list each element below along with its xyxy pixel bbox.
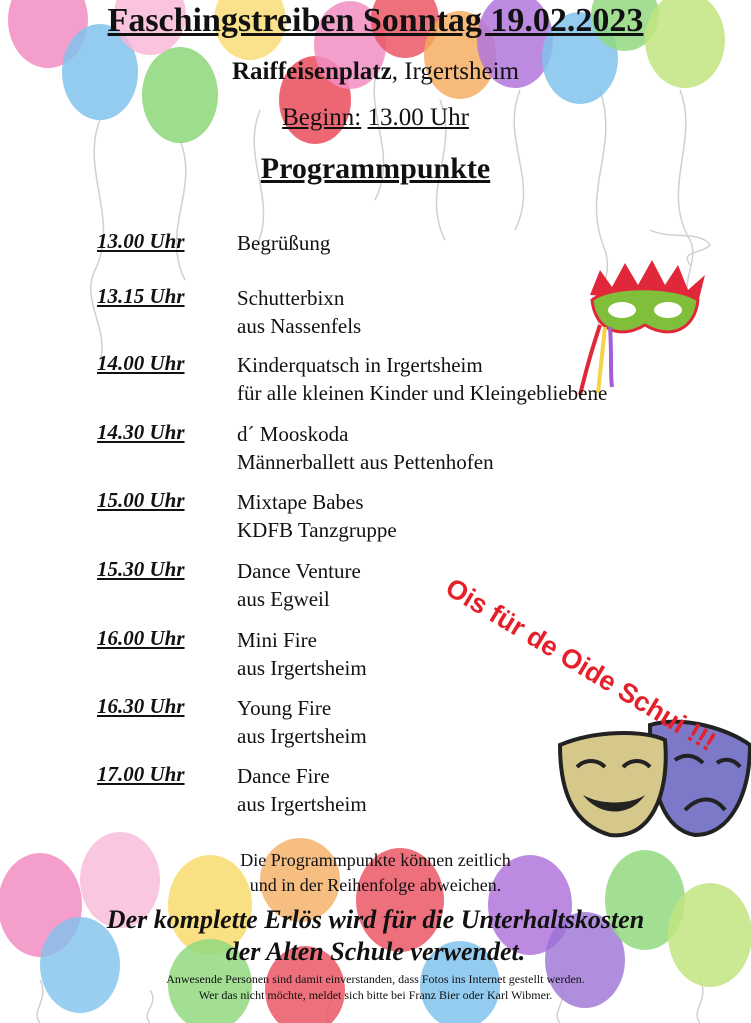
event-location [0, 58, 751, 86]
schedule-time: 15.30 Uhr [97, 557, 185, 581]
start-time: 13.00 Uhr [367, 104, 469, 131]
schedule-act [237, 488, 397, 544]
act-title: Dance Fire [237, 764, 330, 788]
program-heading: Programmpunkte [260, 152, 491, 185]
schedule-time: 13.15 Uhr [97, 284, 185, 308]
act-title: d´ Mooskoda [237, 422, 349, 446]
note-line: und in der Reihenfolge abweichen. [249, 875, 502, 895]
schedule-act [237, 762, 367, 818]
act-title: Dance Venture [237, 559, 361, 583]
consent-line: Anwesende Personen sind damit einverstanden, dass Fotos ins Internet gestellt werden. [166, 972, 585, 986]
proceeds-line: der Alten Schule verwendet. [225, 937, 526, 966]
schedule-act [237, 626, 367, 682]
event-start [0, 104, 751, 132]
act-title: Mini Fire [237, 628, 317, 652]
note-line: Die Programmpunkte können zeitlich [240, 850, 511, 870]
start-label: Beginn: [282, 104, 362, 131]
schedule-time: 16.30 Uhr [97, 694, 185, 718]
schedule-time: 17.00 Uhr [97, 762, 185, 786]
consent-line: Wer das nicht möchte, meldet sich bitte bei Franz Bier oder Karl Wibmer. [198, 988, 553, 1002]
page-title: Faschingstreiben Sonntag 19.02.2023 [107, 2, 644, 39]
act-detail: aus Irgertsheim [237, 792, 367, 816]
schedule-act [237, 557, 361, 613]
act-detail: aus Irgertsheim [237, 724, 367, 748]
schedule-time: 13.00 Uhr [97, 229, 185, 253]
act-detail: aus Nassenfels [237, 314, 362, 338]
act-title: Mixtape Babes [237, 490, 364, 514]
act-title: Schutterbixn [237, 286, 345, 310]
act-detail: aus Irgertsheim [237, 656, 367, 680]
act-detail: für alle kleinen Kinder und Kleingebliebene [237, 381, 608, 405]
schedule-time: 14.30 Uhr [97, 420, 185, 444]
act-title: Begrüßung [237, 231, 331, 255]
slogan: Ois für de Oide Schui !!! [440, 572, 721, 758]
act-title: Young Fire [237, 696, 332, 720]
schedule-act [237, 284, 361, 340]
schedule-time: 16.00 Uhr [97, 626, 185, 650]
schedule-time: 14.00 Uhr [97, 351, 185, 375]
schedule-act [237, 694, 367, 750]
photo-consent [0, 971, 751, 1003]
location-town: , Irgertsheim [391, 58, 519, 85]
act-detail: aus Egweil [237, 587, 330, 611]
schedule-act [237, 229, 330, 257]
schedule-act [237, 351, 607, 407]
proceeds-statement [0, 904, 751, 968]
schedule-note [0, 848, 751, 898]
location-name: Raiffeisenplatz [232, 58, 392, 85]
act-title: Kinderquatsch in Irgertsheim [237, 353, 483, 377]
act-detail: KDFB Tanzgruppe [237, 518, 397, 542]
act-detail: Männerballett aus Pettenhofen [237, 450, 494, 474]
proceeds-line: Der komplette Erlös wird für die Unterhaltskosten [106, 905, 645, 934]
schedule-time: 15.00 Uhr [97, 488, 185, 512]
schedule-act [237, 420, 494, 476]
